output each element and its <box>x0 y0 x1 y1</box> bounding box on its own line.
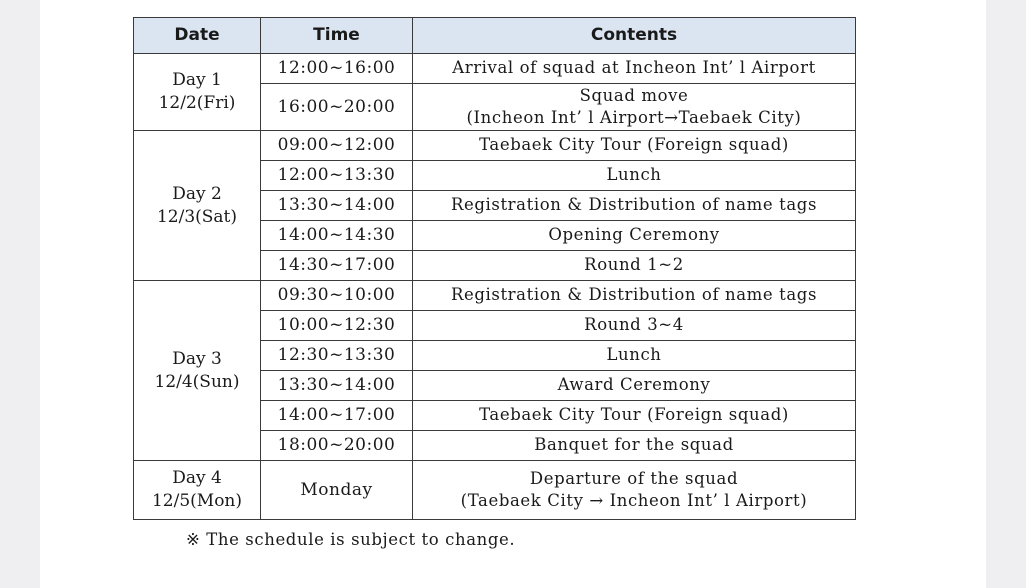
contents-line: Squad move <box>579 85 689 105</box>
time-cell: 12:30~13:30 <box>261 341 413 371</box>
schedule-note: ※ The schedule is subject to change. <box>186 530 516 549</box>
contents-cell <box>413 84 856 131</box>
contents-cell <box>413 131 856 161</box>
contents-line: Departure of the squad <box>529 468 739 488</box>
contents-line: Banquet for the squad <box>534 435 734 455</box>
time-cell: Monday <box>261 461 413 520</box>
contents-cell <box>413 161 856 191</box>
day-label: Day 2 <box>172 183 222 204</box>
day-label: Day 4 <box>172 468 222 489</box>
contents-line: (Taebaek City → Incheon Int’ l Airport) <box>460 491 808 510</box>
day-date: 12/5(Mon) <box>151 491 243 511</box>
contents-cell <box>413 461 856 520</box>
time-cell: 16:00~20:00 <box>261 84 413 131</box>
contents-line: Registration & Distribution of name tags <box>450 195 818 215</box>
contents-cell <box>413 371 856 401</box>
time-cell: 14:00~14:30 <box>261 221 413 251</box>
day-date: 12/2(Fri) <box>158 93 236 113</box>
time-cell: 12:00~13:30 <box>261 161 413 191</box>
table-row <box>134 131 856 161</box>
day-cell <box>134 54 261 131</box>
time-cell: 12:00~16:00 <box>261 54 413 84</box>
time-cell: 09:00~12:00 <box>261 131 413 161</box>
contents-line: Opening Ceremony <box>548 225 720 245</box>
contents-line: Lunch <box>606 345 662 365</box>
contents-cell <box>413 251 856 281</box>
time-cell: 10:00~12:30 <box>261 311 413 341</box>
contents-cell <box>413 341 856 371</box>
time-cell: 13:30~14:00 <box>261 191 413 221</box>
header-contents: Contents <box>413 18 856 54</box>
contents-cell <box>413 191 856 221</box>
day-cell <box>134 281 261 461</box>
contents-cell <box>413 431 856 461</box>
header-date: Date <box>134 18 261 54</box>
contents-cell <box>413 281 856 311</box>
contents-line: Arrival of squad at Incheon Int’ l Airport <box>452 58 816 78</box>
day-cell <box>134 461 261 520</box>
contents-line: Taebaek City Tour (Foreign squad) <box>479 135 789 155</box>
contents-cell <box>413 221 856 251</box>
day-label: Day 3 <box>172 348 222 369</box>
time-cell: 18:00~20:00 <box>261 431 413 461</box>
contents-line: Award Ceremony <box>557 375 711 395</box>
day-label: Day 1 <box>172 70 222 91</box>
contents-line: Lunch <box>606 165 662 185</box>
contents-line: Registration & Distribution of name tags <box>450 285 818 305</box>
day-date: 12/4(Sun) <box>154 371 240 392</box>
contents-line: Taebaek City Tour (Foreign squad) <box>479 405 789 425</box>
contents-cell <box>413 401 856 431</box>
schedule-body <box>134 54 856 520</box>
day-date: 12/3(Sat) <box>156 206 238 227</box>
table-row <box>134 281 856 311</box>
time-cell: 14:30~17:00 <box>261 251 413 281</box>
contents-line: (Incheon Int’ l Airport→Taebaek City) <box>466 108 802 127</box>
table-header-row <box>134 18 856 54</box>
schedule-table <box>133 17 856 520</box>
time-cell: 14:00~17:00 <box>261 401 413 431</box>
table-row <box>134 54 856 84</box>
contents-cell <box>413 54 856 84</box>
header-time: Time <box>261 18 413 54</box>
contents-line: Round 3~4 <box>584 315 684 335</box>
day-cell <box>134 131 261 281</box>
time-cell: 09:30~10:00 <box>261 281 413 311</box>
contents-cell <box>413 311 856 341</box>
table-row <box>134 461 856 520</box>
time-cell: 13:30~14:00 <box>261 371 413 401</box>
contents-line: Round 1~2 <box>584 255 684 275</box>
